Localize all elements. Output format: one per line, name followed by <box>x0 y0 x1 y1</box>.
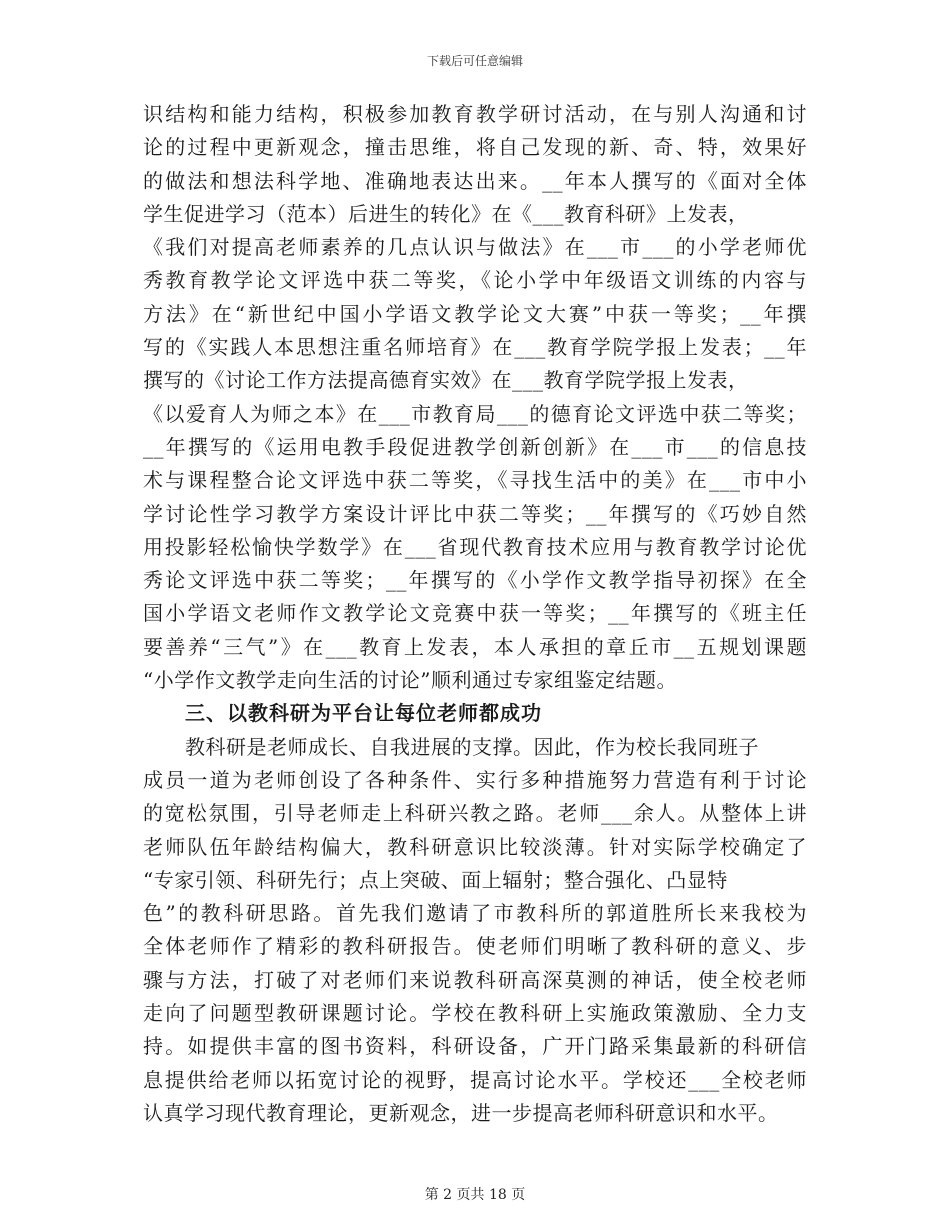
text-line: 息提供给老师以拓宽讨论的视野，提高讨论水平。学校还___全校老师 <box>143 1067 807 1092</box>
text-line: 识结构和能力结构，积极参加教育教学研讨活动，在与别人沟通和讨 <box>143 102 807 126</box>
text-line: 持。如提供丰富的图书资料，科研设备，广开门路采集最新的科研信 <box>143 1034 807 1059</box>
text-line: 用投影轻松愉快学数学》在___省现代教育技术应用与教育教学讨论优 <box>143 534 807 559</box>
page-footer: 第 2 页共 18 页 <box>424 1187 526 1203</box>
text-line: 术与课程整合论文评选中获二等奖，《寻找生活中的美》在___市中小 <box>143 468 807 493</box>
text-line: 撰写的《讨论工作方法提高德育实效》在___教育学院学报上发表， <box>143 368 749 393</box>
text-line: 全体老师作了精彩的教科研报告。使老师们明晰了教科研的意义、步 <box>143 934 807 959</box>
text-line: 要善养“三气”》在___教育上发表，本人承担的章丘市__五规划课题 <box>143 634 807 659</box>
text-line: 写的《实践人本思想注重名师培育》在___教育学院学报上发表；__年 <box>143 335 807 360</box>
text-line: 秀教育教学论文评选中获二等奖，《论小学中年级语文训练的内容与 <box>143 268 807 293</box>
text-line: “专家引领、科研先行；点上突破、面上辐射；整合强化、凸显特 <box>143 867 728 892</box>
text-line: 《我们对提高老师素养的几点认识与做法》在___市___的小学老师优 <box>143 235 807 260</box>
page-header: 下载后可任意编辑 <box>426 54 523 68</box>
text-line: 《以爱育人为师之本》在___市教育局___的德育论文评选中获二等奖； <box>143 401 807 426</box>
text-line: 秀论文评选中获二等奖；__年撰写的《小学作文教学指导初探》在全 <box>143 568 807 593</box>
text-line: 学讨论性学习教学方案设计评比中获二等奖；__年撰写的《巧妙自然 <box>143 501 807 526</box>
text-line: 论的过程中更新观念，撞击思维，将自己发现的新、奇、特，效果好 <box>143 135 807 160</box>
text-line: 学生促进学习（范本）后进生的转化》在《___教育科研》上发表， <box>143 201 749 226</box>
text-line: 方法》在“新世纪中国小学语文教学论文大赛”中获一等奖；__年撰 <box>143 301 807 326</box>
paragraph-first-line: 教科研是老师成长、自我进展的支撑。因此，作为校长我同班子 <box>185 734 759 759</box>
section-heading: 三、以教科研为平台让每位老师都成功 <box>185 701 542 726</box>
text-line: 色”的教科研思路。首先我们邀请了市教科所的郭道胜所长来我校为 <box>143 901 807 926</box>
text-line: 老师队伍年龄结构偏大，教科研意识比较淡薄。针对实际学校确定了 <box>143 834 807 859</box>
text-line: 认真学习现代教育理论，更新观念，进一步提高老师科研意识和水平。 <box>143 1100 779 1125</box>
text-line: 国小学语文老师作文教学论文竞赛中获一等奖；__年撰写的《班主任 <box>143 601 807 626</box>
text-line: 走向了问题型教研课题讨论。学校在教科研上实施政策激励、全力支 <box>143 1001 807 1026</box>
text-line: 的做法和想法科学地、准确地表达出来。__年本人撰写的《面对全体 <box>143 168 807 193</box>
text-line: 成员一道为老师创设了各种条件、实行多种措施努力营造有利于讨论 <box>143 767 807 792</box>
document-body <box>143 98 807 1130</box>
text-line: 骤与方法，打破了对老师们来说教科研高深莫测的神话，使全校老师 <box>143 967 807 992</box>
text-line: __年撰写的《运用电教手段促进教学创新创新》在___市___的信息技 <box>143 434 807 459</box>
text-line: 的宽松氛围，引导老师走上科研兴教之路。老师___余人。从整体上讲 <box>143 801 807 826</box>
text-line: “小学作文教学走向生活的讨论”顺利通过专家组鉴定结题。 <box>143 668 677 693</box>
